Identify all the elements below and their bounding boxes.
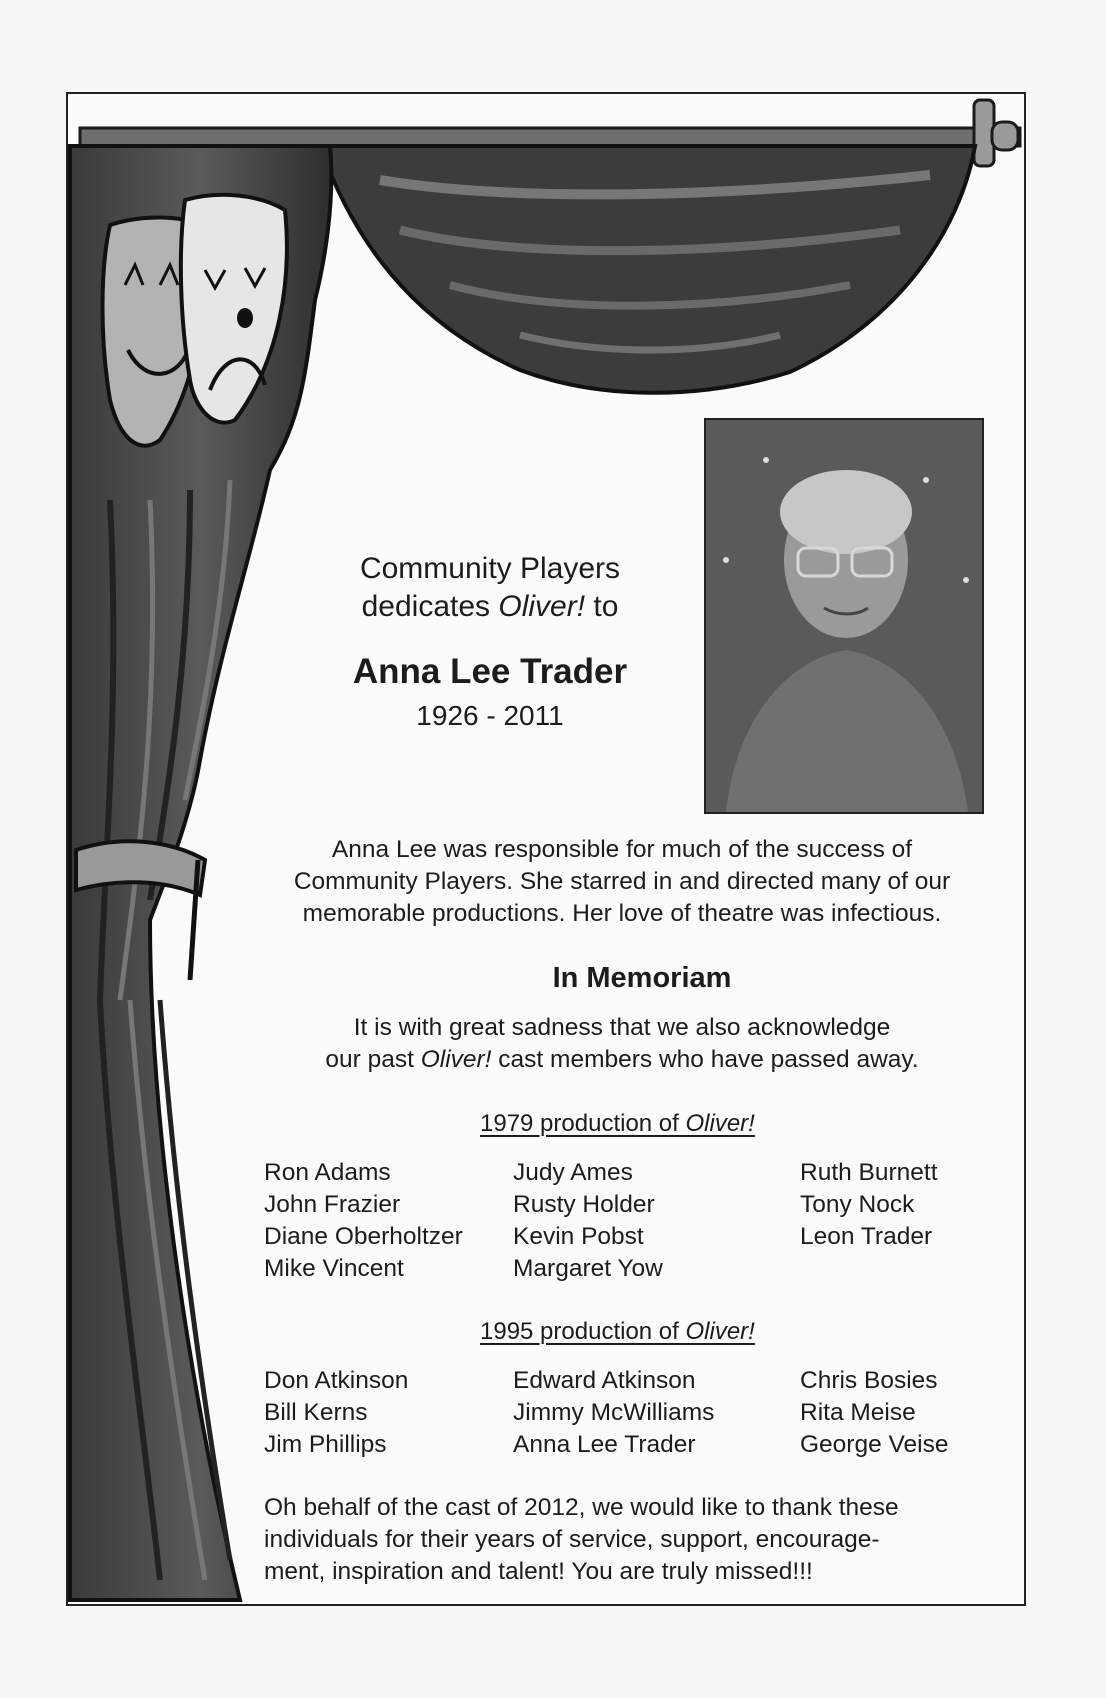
cast-name: Margaret Yow [513, 1255, 663, 1282]
dedicates-prefix: dedicates [361, 590, 499, 623]
curtain-valance [320, 146, 975, 393]
intro-prefix: our past [325, 1046, 421, 1073]
production-heading-title: Oliver! [685, 1110, 755, 1137]
production-heading-prefix: 1979 production of [480, 1110, 686, 1137]
production-heading-1995 [480, 1318, 755, 1346]
cast-name: Don Atkinson [264, 1367, 409, 1394]
tribute-line: memorable productions. Her love of theatre was infectious. [302, 900, 942, 927]
honoree-photo [704, 418, 984, 814]
cast-name: Diane Oberholtzer [264, 1223, 463, 1250]
cast-name: John Frazier [264, 1191, 401, 1218]
cast-name: Kevin Pobst [513, 1223, 644, 1250]
intro-show-title: Oliver! [420, 1046, 492, 1073]
cast-name: George Veise [800, 1431, 949, 1458]
dedicates-line [330, 588, 650, 626]
dedicates-suffix: to [585, 590, 619, 623]
closing-line: individuals for their years of service, support, encourage- [264, 1526, 880, 1553]
honoree-name: Anna Lee Trader [352, 652, 628, 691]
memoriam-intro [252, 1012, 992, 1076]
closing-line: Oh behalf of the cast of 2012, we would like to thank these [264, 1494, 899, 1521]
cast-1995-column-2 [513, 1365, 714, 1461]
cast-1979-column-3 [800, 1157, 938, 1253]
cast-name: Bill Kerns [264, 1399, 368, 1426]
cast-name: Mike Vincent [264, 1255, 404, 1282]
cast-name: Ron Adams [264, 1159, 391, 1186]
production-heading-prefix: 1995 production of [480, 1318, 686, 1345]
cast-1979-column-2 [513, 1157, 663, 1285]
cast-1995-column-1 [264, 1365, 408, 1461]
cast-name: Tony Nock [800, 1191, 915, 1218]
intro-suffix: cast members who have passed away. [491, 1046, 919, 1073]
cast-name: Jimmy McWilliams [513, 1399, 715, 1426]
cast-name: Rusty Holder [513, 1191, 655, 1218]
org-line: Community Players [359, 552, 621, 585]
tribute-line: Anna Lee was responsible for much of the success of [331, 836, 913, 863]
cast-1995-column-3 [800, 1365, 948, 1461]
production-heading-title: Oliver! [685, 1318, 755, 1345]
cast-name: Judy Ames [513, 1159, 633, 1186]
tribute-line: Community Players. She starred in and directed many of our [293, 868, 951, 895]
cast-name: Ruth Burnett [800, 1159, 938, 1186]
memoriam-heading: In Memoriam [552, 962, 732, 994]
cast-name: Anna Lee Trader [513, 1431, 696, 1458]
memoriam-intro-line: It is with great sadness that we also acknowledge [353, 1014, 891, 1041]
show-title: Oliver! [498, 590, 586, 623]
cast-name: Rita Meise [800, 1399, 916, 1426]
closing-paragraph [264, 1492, 899, 1588]
tribute-paragraph [232, 834, 1012, 930]
memoriam-intro-line [252, 1044, 992, 1076]
closing-line: ment, inspiration and talent! You are truly missed!!! [264, 1558, 813, 1585]
production-heading-1979 [480, 1110, 755, 1138]
honoree-years: 1926 - 2011 [416, 700, 564, 731]
cast-1979-column-1 [264, 1157, 463, 1285]
cast-name: Edward Atkinson [513, 1367, 696, 1394]
cast-name: Leon Trader [800, 1223, 933, 1250]
dedication-heading [330, 550, 650, 626]
cast-name: Jim Phillips [264, 1431, 387, 1458]
cast-name: Chris Bosies [800, 1367, 938, 1394]
